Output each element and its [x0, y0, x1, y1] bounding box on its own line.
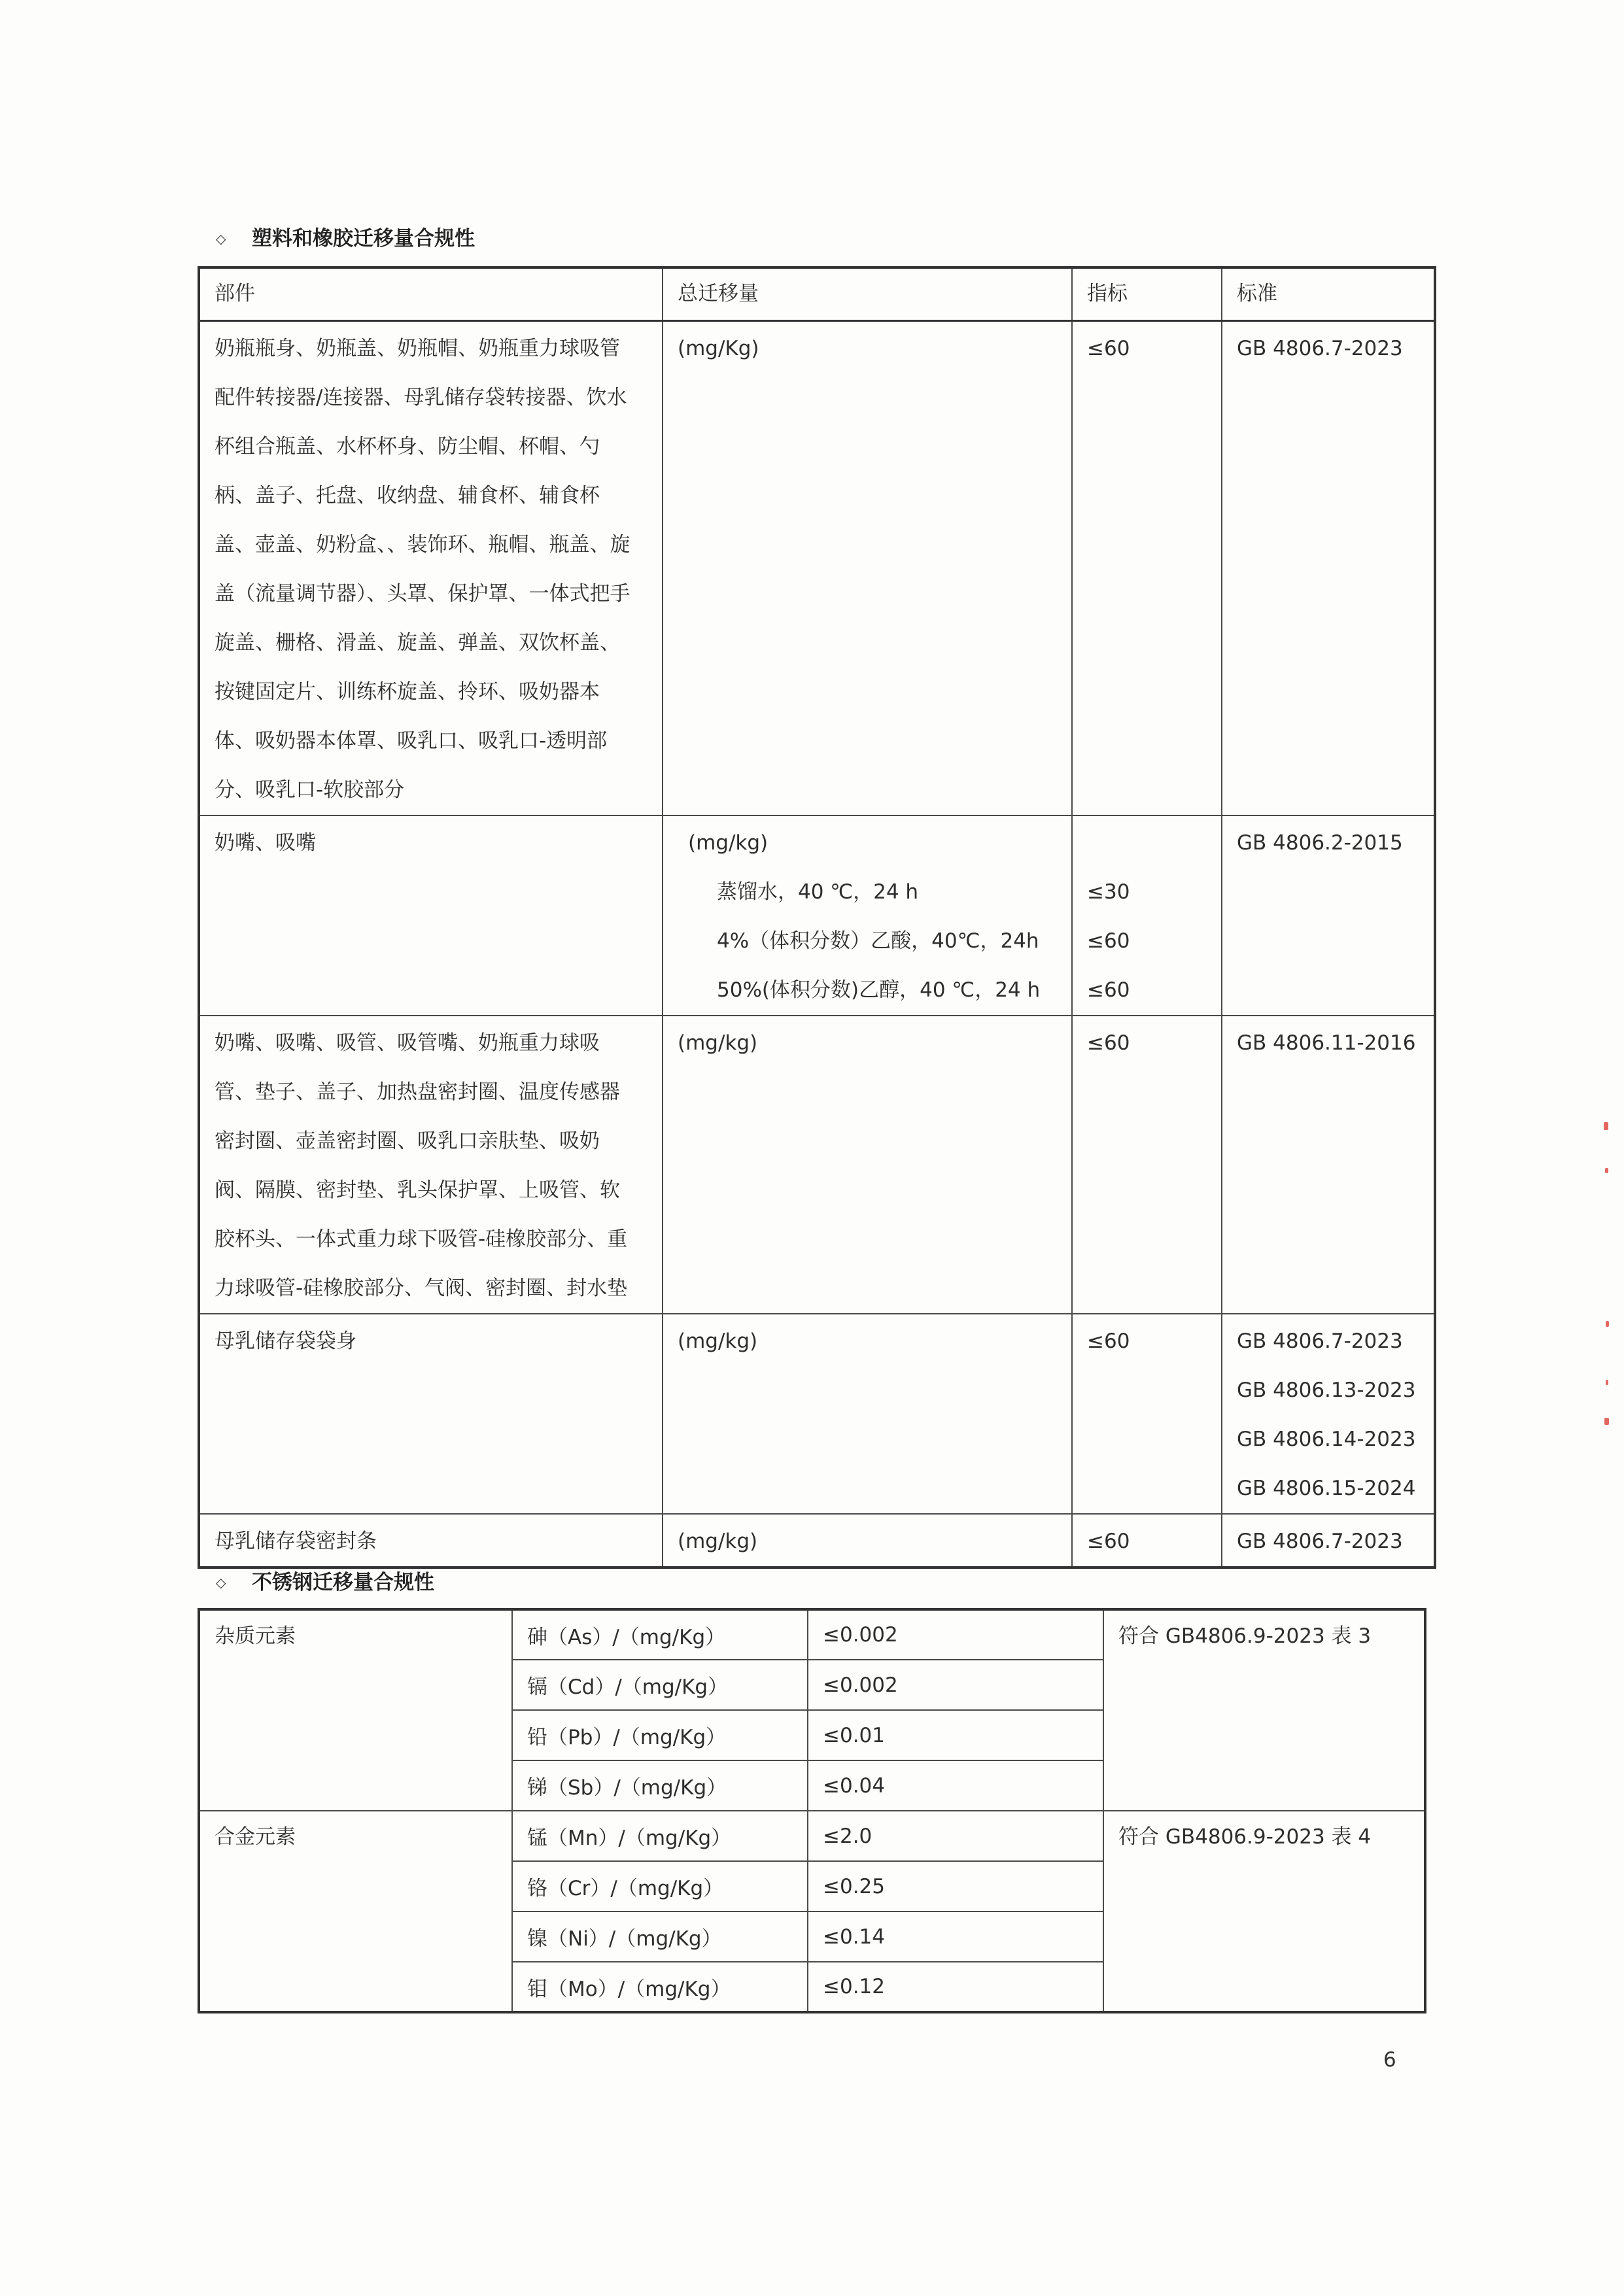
- part-line: 盖、壶盖、奶粉盒、、装饰环、瓶帽、瓶盖、旋: [215, 532, 631, 557]
- category-cell: [199, 1609, 512, 1811]
- element-cell: 铅（Pb）/（mg/Kg）: [512, 1710, 808, 1760]
- seal-fragment: [1606, 1380, 1608, 1385]
- part-line: 奶嘴、吸嘴、吸管、吸管嘴、奶瓶重力球吸: [215, 1031, 600, 1055]
- part-line: 母乳储存袋密封条: [215, 1529, 377, 1553]
- section-title-text: 塑料和橡胶迁移量合规性: [252, 227, 475, 250]
- table-row: [199, 1811, 1425, 1861]
- limit-value: ≤60: [1087, 336, 1130, 360]
- category-label: 合金元素: [215, 1825, 296, 1849]
- part-line: 体、吸奶器本体罩、吸乳口、吸乳口-透明部: [215, 728, 608, 753]
- header-part: 部件: [199, 267, 663, 320]
- part-cell: [199, 1016, 663, 1314]
- part-line: 母乳储存袋袋身: [215, 1329, 356, 1353]
- part-line: 盖（流量调节器）、头罩、保护罩、一体式把手: [215, 581, 631, 606]
- migration-condition: 4%（体积分数）乙酸，40℃，24h: [717, 929, 1039, 953]
- migration-cell: [663, 1314, 1072, 1514]
- limit-cell: ≤0.01: [808, 1710, 1103, 1760]
- part-line: 管、垫子、盖子、加热盘密封圈、温度传感器: [215, 1080, 620, 1104]
- seal-fragment: [1606, 1321, 1609, 1327]
- migration-condition: 50%(体积分数)乙醇，40 ℃，24 h: [717, 978, 1041, 1002]
- limit-cell: ≤0.04: [808, 1760, 1103, 1811]
- limit-cell: ≤0.12: [808, 1962, 1103, 2012]
- migration-cell: [663, 815, 1072, 1016]
- limit-cell: [1072, 320, 1222, 815]
- element-cell: 锰（Mn）/（mg/Kg）: [512, 1811, 808, 1861]
- limit-value: ≤60: [1087, 978, 1130, 1002]
- part-line: 力球吸管-硅橡胶部分、气阀、密封圈、封水垫: [215, 1276, 628, 1300]
- page-number: 6: [1383, 2048, 1396, 2072]
- part-line: 奶瓶瓶身、奶瓶盖、奶瓶帽、奶瓶重力球吸管: [215, 336, 620, 360]
- part-line: 杯组合瓶盖、水杯杯身、防尘帽、杯帽、勺: [215, 434, 600, 458]
- standard-code: GB 4806.13-2023: [1237, 1378, 1416, 1402]
- migration-unit: (mg/kg): [688, 831, 769, 855]
- element-cell: 锑（Sb）/（mg/Kg）: [512, 1760, 808, 1811]
- table-row: [199, 1314, 1435, 1514]
- standard-cell: [1222, 815, 1435, 1016]
- table-row: [199, 320, 1435, 815]
- part-line: 阀、隔膜、密封垫、乳头保护罩、上吸管、软: [215, 1178, 620, 1202]
- migration-unit: (mg/Kg): [678, 336, 759, 360]
- element-cell: 镉（Cd）/（mg/Kg）: [512, 1660, 808, 1710]
- limit-cell: ≤0.002: [808, 1609, 1103, 1660]
- limit-cell: ≤2.0: [808, 1811, 1103, 1861]
- part-cell: [199, 815, 663, 1016]
- migration-condition: 蒸馏水，40 ℃，24 h: [717, 880, 919, 904]
- limit-cell: [1072, 1016, 1222, 1314]
- element-cell: 镍（Ni）/（mg/Kg）: [512, 1911, 808, 1962]
- diamond-bullet-icon: ◇: [216, 231, 226, 247]
- limit-cell: ≤0.14: [808, 1911, 1103, 1962]
- standard-code: GB 4806.15-2024: [1237, 1476, 1416, 1500]
- table-row: [199, 1016, 1435, 1314]
- part-line: 旋盖、栅格、滑盖、旋盖、弹盖、双饮杯盖、: [215, 630, 620, 655]
- standard-cell: [1222, 1016, 1435, 1314]
- part-cell: [199, 320, 663, 815]
- migration-unit: (mg/kg): [678, 1031, 758, 1055]
- part-cell: [199, 1314, 663, 1514]
- seal-fragment: [1604, 1122, 1608, 1130]
- part-line: 配件转接器/连接器、母乳储存袋转接器、饮水: [215, 385, 627, 409]
- standard-cell: [1103, 1609, 1425, 1811]
- seal-fragment: [1604, 1418, 1609, 1425]
- migration-cell: [663, 320, 1072, 815]
- section-title-text: 不锈钢迁移量合规性: [252, 1571, 434, 1594]
- limit-value: ≤30: [1087, 880, 1130, 904]
- stainless-steel-migration-table: [198, 1608, 1426, 2013]
- limit-value: ≤60: [1087, 929, 1130, 953]
- header-total-migration: 总迁移量: [663, 267, 1072, 320]
- migration-cell: [663, 1514, 1072, 1568]
- category-cell: [199, 1811, 512, 2012]
- limit-cell: [1072, 815, 1222, 1016]
- standard-cell: [1222, 1314, 1435, 1514]
- seal-fragment: [1605, 1168, 1608, 1173]
- table-header-row: [199, 267, 1435, 320]
- standard-code: GB 4806.7-2023: [1237, 336, 1403, 360]
- limit-cell: [1072, 1314, 1222, 1514]
- standard-code: GB 4806.14-2023: [1237, 1427, 1416, 1451]
- table-row: [199, 1609, 1425, 1660]
- table-row: [199, 1514, 1435, 1568]
- limit-value: ≤60: [1087, 1329, 1130, 1353]
- standard-code: GB 4806.2-2015: [1237, 831, 1403, 855]
- migration-unit: (mg/kg): [678, 1529, 758, 1553]
- limit-spacer: [1087, 819, 1221, 868]
- standard-cell: [1103, 1811, 1425, 2012]
- limit-value: ≤60: [1087, 1031, 1130, 1055]
- part-line: 分、吸乳口-软胶部分: [215, 778, 405, 802]
- limit-value: ≤60: [1087, 1529, 1130, 1553]
- limit-cell: [1072, 1514, 1222, 1568]
- part-line: 密封圈、壶盖密封圈、吸乳口亲肤垫、吸奶: [215, 1129, 600, 1153]
- element-cell: 铬（Cr）/（mg/Kg）: [512, 1861, 808, 1911]
- standard-cell: [1222, 320, 1435, 815]
- standard-text: 符合 GB4806.9-2023 表 4: [1118, 1825, 1372, 1849]
- part-line: 奶嘴、吸嘴: [215, 831, 316, 855]
- standard-cell: [1222, 1514, 1435, 1568]
- migration-unit: (mg/kg): [678, 1329, 758, 1353]
- standard-code: GB 4806.7-2023: [1237, 1529, 1403, 1553]
- header-limit: 指标: [1072, 267, 1222, 320]
- part-line: 柄、盖子、托盘、收纳盘、辅食杯、辅食杯: [215, 483, 600, 507]
- header-standard: 标准: [1222, 267, 1435, 320]
- standard-text: 符合 GB4806.9-2023 表 3: [1118, 1624, 1372, 1648]
- diamond-bullet-icon: ◇: [216, 1575, 226, 1590]
- limit-cell: ≤0.25: [808, 1861, 1103, 1911]
- standard-code: GB 4806.11-2016: [1237, 1031, 1416, 1055]
- plastic-rubber-migration-table: [198, 266, 1436, 1569]
- element-cell: 钼（Mo）/（mg/Kg）: [512, 1962, 808, 2012]
- limit-cell: ≤0.002: [808, 1660, 1103, 1710]
- part-cell: [199, 1514, 663, 1568]
- element-cell: 砷（As）/（mg/Kg）: [512, 1609, 808, 1660]
- part-line: 按键固定片、训练杯旋盖、拎环、吸奶器本: [215, 679, 600, 704]
- migration-cell: [663, 1016, 1072, 1314]
- standard-code: GB 4806.7-2023: [1237, 1329, 1403, 1353]
- section-title-plastic-rubber: [216, 222, 475, 255]
- part-line: 胶杯头、一体式重力球下吸管-硅橡胶部分、重: [215, 1227, 628, 1251]
- table-row: [199, 815, 1435, 1016]
- section-title-stainless-steel: [216, 1566, 434, 1599]
- category-label: 杂质元素: [215, 1624, 296, 1648]
